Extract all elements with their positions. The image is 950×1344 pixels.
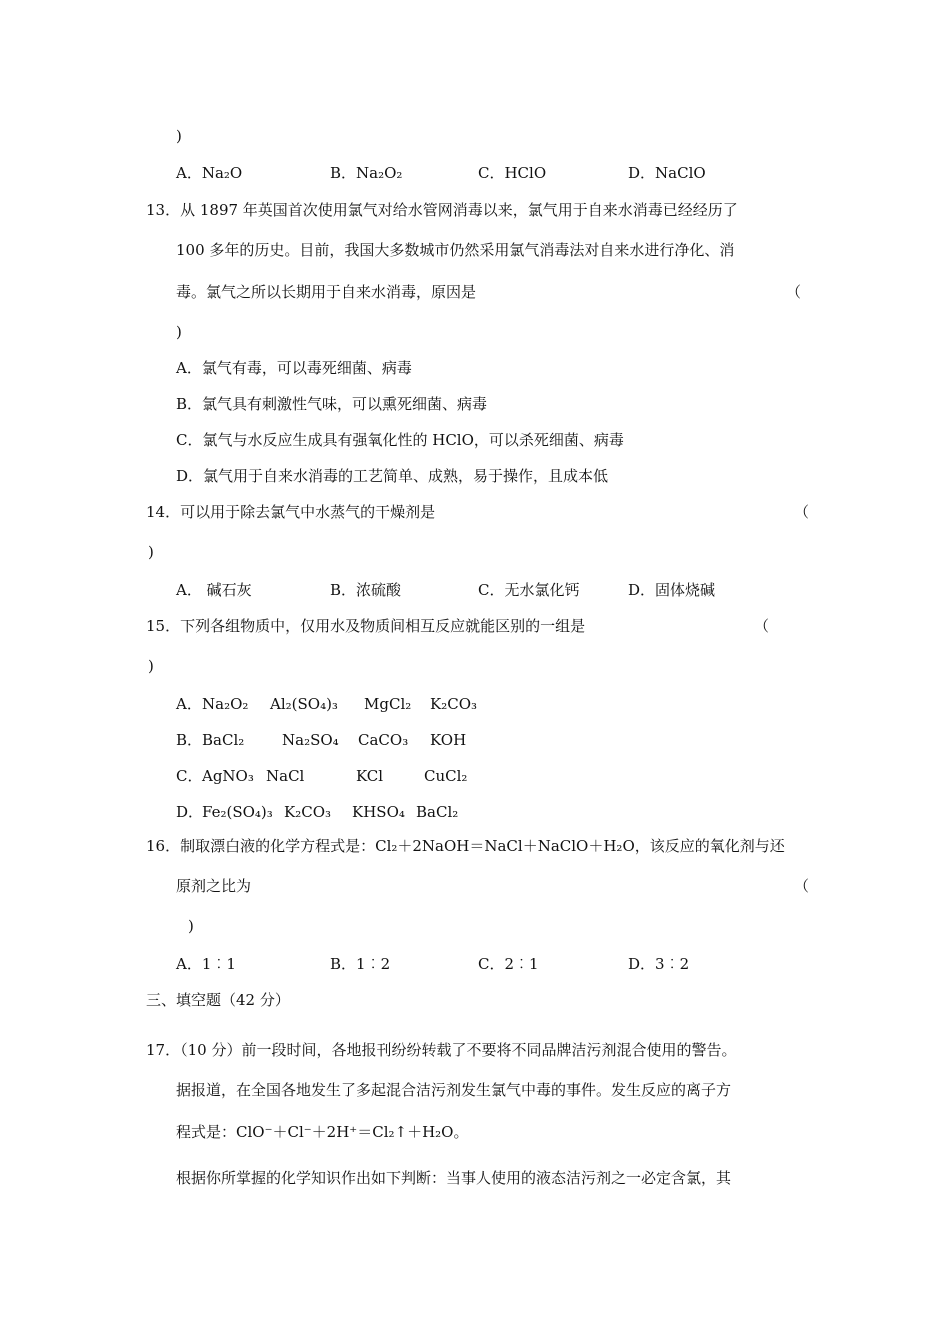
q15-option-b-label: B． bbox=[176, 731, 203, 749]
q16-close-paren: ) bbox=[188, 917, 194, 935]
q12-option-a: A．Na₂O bbox=[176, 164, 243, 182]
q15-c-item: AgNO₃ bbox=[202, 767, 254, 785]
q16-option-c: C．2︰1 bbox=[478, 955, 539, 973]
q15-b-item: KOH bbox=[430, 731, 467, 749]
q13-open-paren: （ bbox=[786, 283, 802, 301]
q15-d-item: KHSO₄ bbox=[352, 803, 405, 821]
q16-open-paren: （ bbox=[794, 877, 810, 895]
q15-option-c-label: C． bbox=[176, 767, 203, 785]
q15-close-paren: ) bbox=[148, 657, 154, 675]
q15-d-item: BaCl₂ bbox=[416, 803, 459, 821]
q12-option-c: C．HClO bbox=[478, 164, 547, 182]
q16-stem-line2: 原剂之比为 bbox=[176, 877, 252, 895]
q15-a-item: Na₂O₂ bbox=[202, 695, 249, 713]
q15-b-item: Na₂SO₄ bbox=[282, 731, 339, 749]
q15-a-item: Al₂(SO₄)₃ bbox=[270, 695, 338, 713]
q14-open-paren: （ bbox=[794, 503, 810, 521]
q14-close-paren: ) bbox=[148, 543, 154, 561]
q13-option-c: C．氯气与水反应生成具有强氧化性的 HClO，可以杀死细菌、病毒 bbox=[176, 431, 624, 449]
q13-close-paren: ) bbox=[176, 323, 182, 341]
q14-option-a: A． 碱石灰 bbox=[176, 581, 252, 599]
q14-stem: 14．可以用于除去氯气中水蒸气的干燥剂是 bbox=[146, 503, 436, 521]
q17-line4: 根据你所掌握的化学知识作出如下判断：当事人使用的液态洁污剂之一必定含氯，其 bbox=[176, 1169, 732, 1187]
q13-option-b: B．氯气具有刺激性气味，可以熏死细菌、病毒 bbox=[176, 395, 488, 413]
q13-stem-line2: 100 多年的历史。目前，我国大多数城市仍然采用氯气消毒法对自来水进行净化、消 bbox=[176, 241, 735, 259]
q12-option-d: D．NaClO bbox=[628, 164, 706, 182]
q16-stem-line1: 16．制取漂白液的化学方程式是：Cl₂＋2NaOH＝NaCl＋NaClO＋H₂O，该反应的氧化剂与还 bbox=[146, 837, 785, 855]
q17-line1: 17．（10 分）前一段时间，各地报刊纷纷转载了不要将不同品牌洁污剂混合使用的警告。 bbox=[146, 1041, 737, 1059]
q17-line3-equation: 程式是：ClO⁻＋Cl⁻＋2H⁺＝Cl₂↑＋H₂O。 bbox=[176, 1123, 469, 1141]
q12-close-paren: ) bbox=[176, 127, 182, 145]
q16-option-d: D．3︰2 bbox=[628, 955, 690, 973]
q12-option-b: B．Na₂O₂ bbox=[330, 164, 403, 182]
q14-option-b: B．浓硫酸 bbox=[330, 581, 402, 599]
q15-b-item: CaCO₃ bbox=[358, 731, 409, 749]
q15-d-item: K₂CO₃ bbox=[284, 803, 332, 821]
q13-stem-line1: 13．从 1897 年英国首次使用氯气对给水管网消毒以来，氯气用于自来水消毒已经经历了 bbox=[146, 201, 738, 219]
q15-c-item: KCl bbox=[356, 767, 384, 785]
q15-stem: 15．下列各组物质中，仅用水及物质间相互反应就能区别的一组是 bbox=[146, 617, 586, 635]
q15-b-item: BaCl₂ bbox=[202, 731, 245, 749]
q15-a-item: MgCl₂ bbox=[364, 695, 412, 713]
q16-option-b: B．1︰2 bbox=[330, 955, 391, 973]
q13-option-d: D．氯气用于自来水消毒的工艺简单、成熟，易于操作，且成本低 bbox=[176, 467, 609, 485]
q14-option-c: C．无水氯化钙 bbox=[478, 581, 580, 599]
section-heading: 三、填空题（42 分） bbox=[146, 991, 290, 1009]
q14-option-d: D．固体烧碱 bbox=[628, 581, 716, 599]
q13-option-a: A．氯气有毒，可以毒死细菌、病毒 bbox=[176, 359, 412, 377]
q15-option-a-label: A． bbox=[176, 695, 202, 713]
q15-a-item: K₂CO₃ bbox=[430, 695, 478, 713]
q15-d-item: Fe₂(SO₄)₃ bbox=[202, 803, 273, 821]
q17-line2: 据报道，在全国各地发生了多起混合洁污剂发生氯气中毒的事件。发生反应的离子方 bbox=[176, 1081, 732, 1099]
q13-stem-line3: 毒。氯气之所以长期用于自来水消毒，原因是 bbox=[176, 283, 477, 301]
q15-c-item: CuCl₂ bbox=[424, 767, 468, 785]
q15-open-paren: （ bbox=[754, 617, 770, 635]
q16-option-a: A．1︰1 bbox=[176, 955, 236, 973]
q15-c-item: NaCl bbox=[266, 767, 305, 785]
q15-option-d-label: D． bbox=[176, 803, 204, 821]
